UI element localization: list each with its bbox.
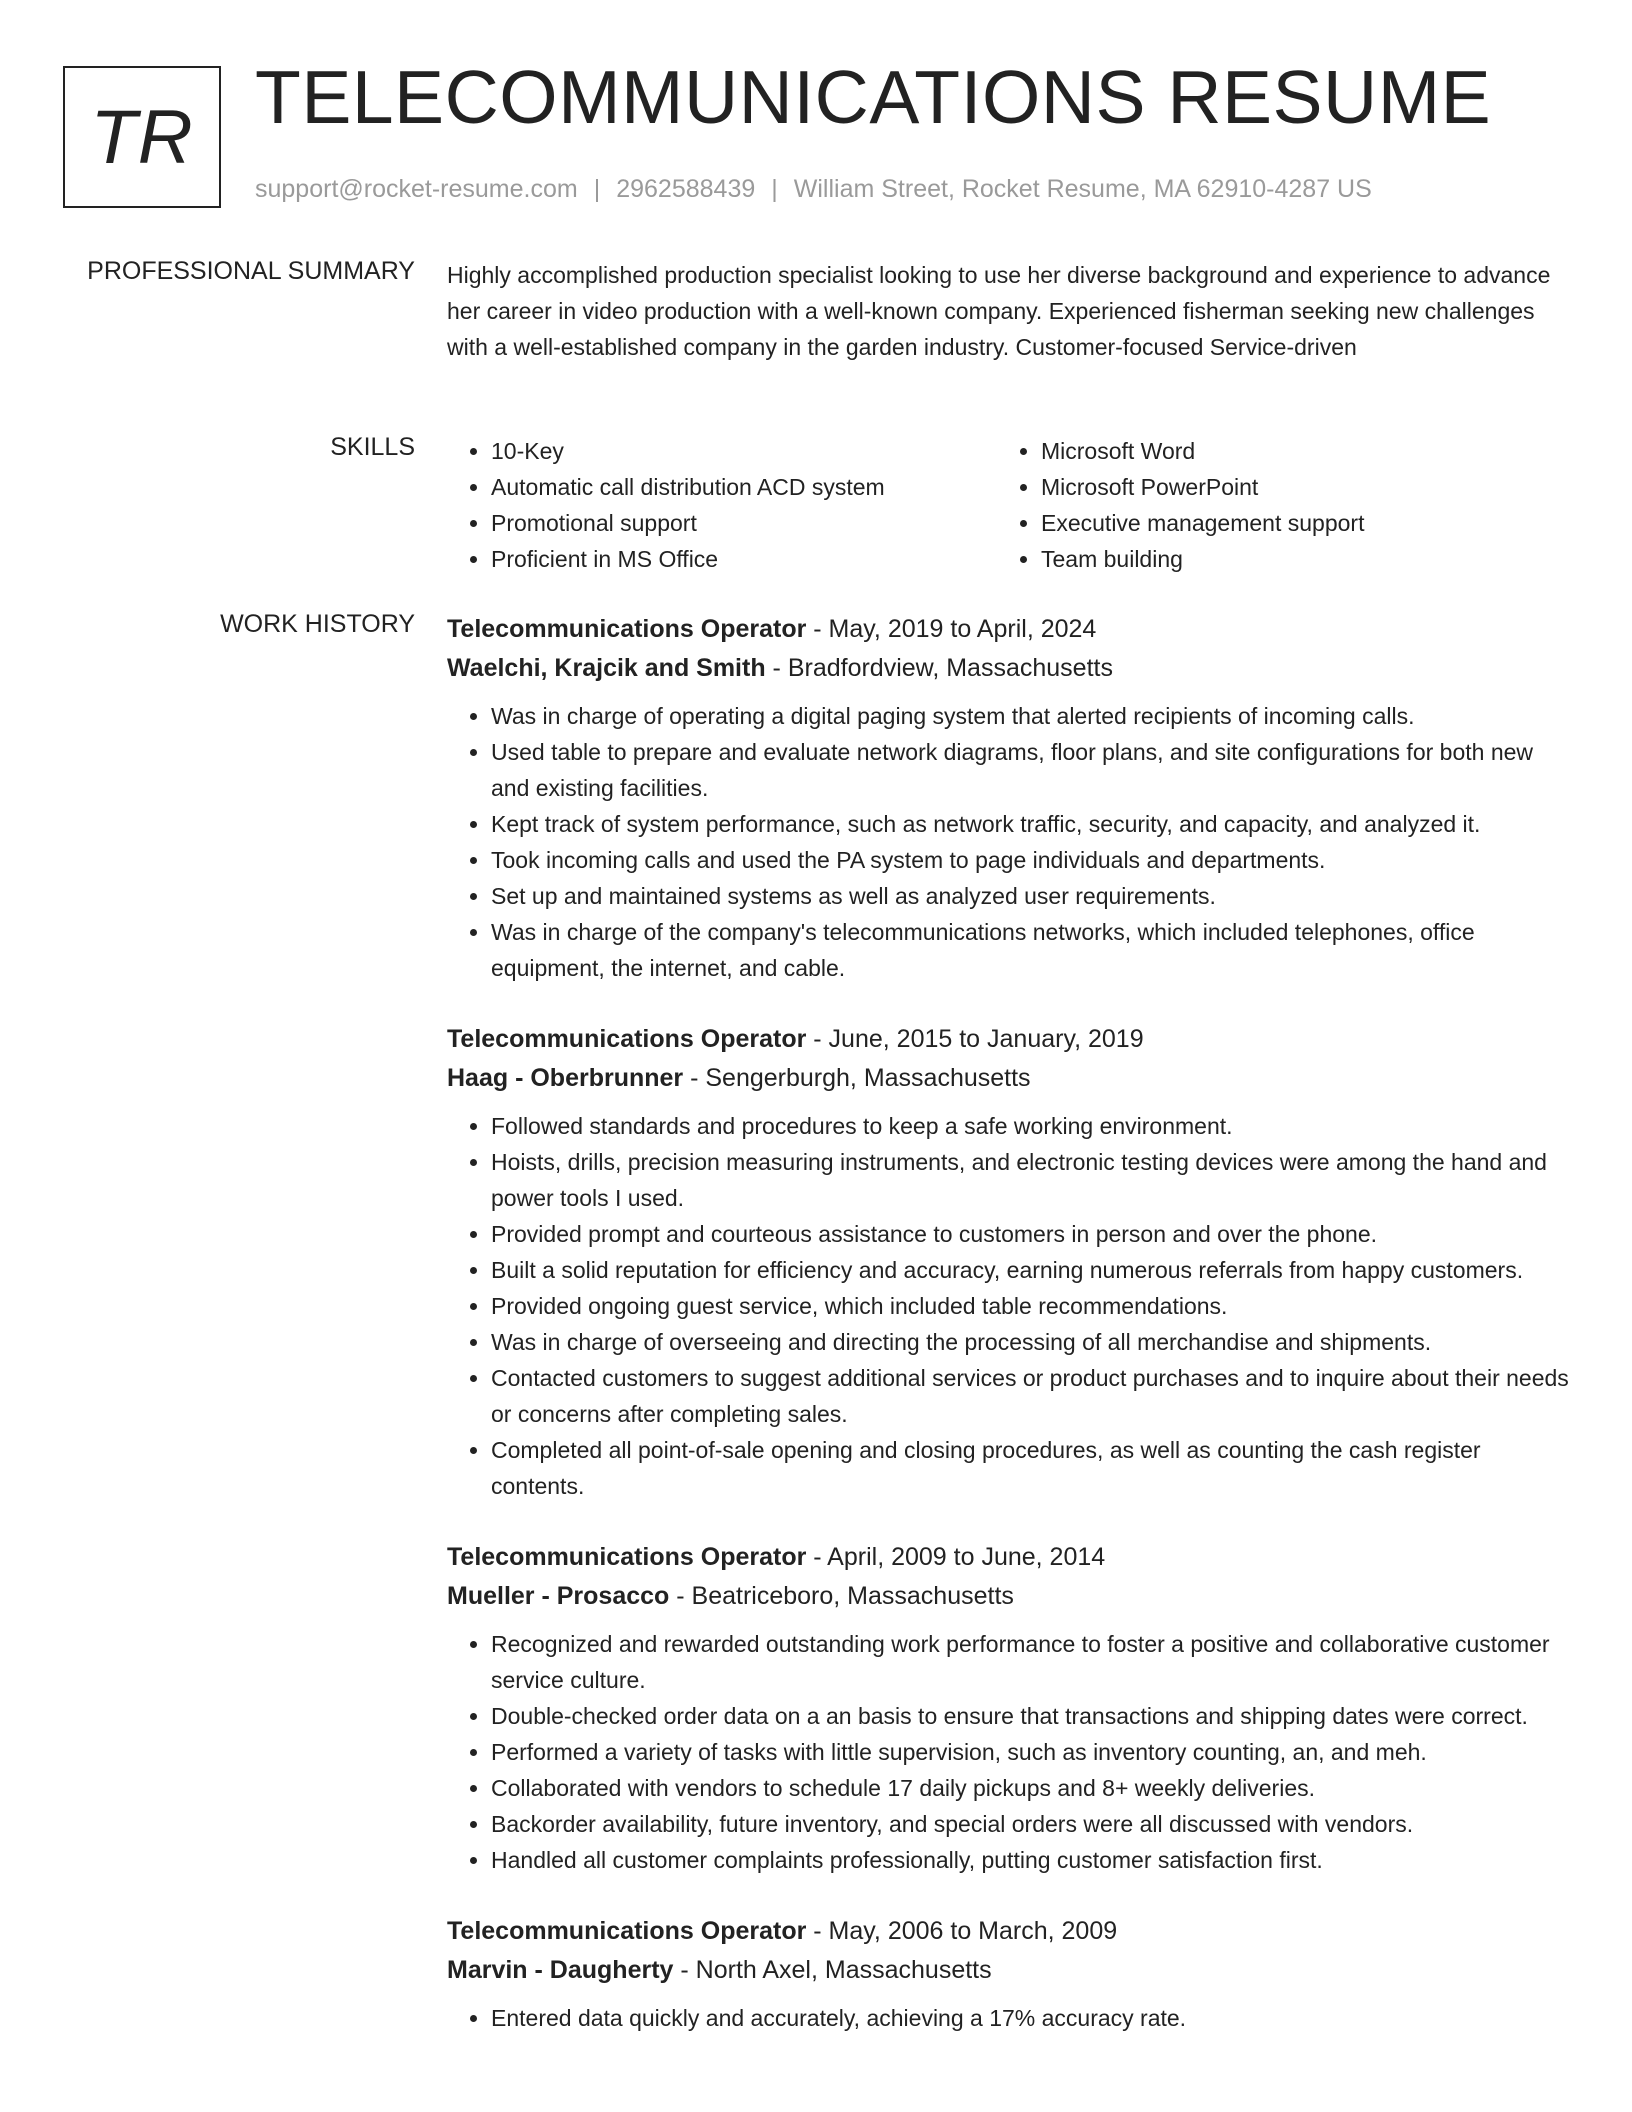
job-bullet: • Contacted customers to suggest additional services or product purchases and to inquire about their needs or concerns after completing sales. — [491, 1360, 1572, 1432]
work-history-body — [447, 610, 1572, 2070]
job-company: Waelchi, Krajcik and Smith — [447, 654, 766, 682]
job-bullet: • Was in charge of the company's telecommunications networks, which included telephones, office equipment, the internet, and cable. — [491, 914, 1572, 986]
job-bullet-list — [447, 1626, 1572, 1878]
contact-separator: | — [771, 175, 778, 203]
job-dates: - June, 2015 to January, 2019 — [806, 1025, 1144, 1053]
job-title: Telecommunications Operator — [447, 615, 807, 643]
summary-text: Highly accomplished production specialist looking to use her diverse background and experience to advance her career in video production with a well-known company. Experienced fisherman seeking new challenges with a well-established company in the garden industry. Customer-focused Service-driven — [447, 262, 1551, 360]
contact-phone[interactable]: 2962588439 — [616, 175, 756, 203]
job-bullet: • Handled all customer complaints professionally, putting customer satisfaction first. — [491, 1842, 1572, 1878]
job-company-line — [447, 1577, 1572, 1616]
skill-item: • Microsoft PowerPoint — [1041, 469, 1547, 505]
job-location: - North Axel, Massachusetts — [673, 1956, 992, 1984]
skills-right-column — [997, 433, 1547, 577]
contact-email[interactable]: support@rocket-resume.com — [255, 175, 578, 203]
job-bullet: • Recognized and rewarded outstanding work performance to foster a positive and collaborative customer service culture. — [491, 1626, 1572, 1698]
job-company: Mueller - Prosacco — [447, 1582, 670, 1610]
job-bullet: • Was in charge of operating a digital paging system that alerted recipients of incoming calls. — [491, 698, 1572, 734]
job-bullet: • Followed standards and procedures to keep a safe working environment. — [491, 1108, 1572, 1144]
job-bullet-list — [447, 698, 1572, 986]
skill-item: • 10-Key — [491, 433, 997, 469]
summary-heading: PROFESSIONAL SUMMARY — [87, 257, 415, 285]
job-title: Telecommunications Operator — [447, 1543, 807, 1571]
job-entry — [447, 1020, 1572, 1504]
job-bullet: • Took incoming calls and used the PA system to page individuals and departments. — [491, 842, 1572, 878]
job-bullet: • Performed a variety of tasks with little supervision, such as inventory counting, an, and meh. — [491, 1734, 1572, 1770]
contact-info — [255, 175, 1372, 204]
job-location: - Sengerburgh, Massachusetts — [683, 1064, 1031, 1092]
job-title-line — [447, 610, 1572, 649]
job-company: Marvin - Daugherty — [447, 1956, 674, 1984]
job-bullet-list — [447, 1108, 1572, 1504]
job-bullet-list — [447, 2000, 1572, 2036]
job-company-line — [447, 1059, 1572, 1098]
job-company-line — [447, 1951, 1572, 1990]
skill-item: • Promotional support — [491, 505, 997, 541]
job-bullet: • Kept track of system performance, such as network traffic, security, and capacity, and analyzed it. — [491, 806, 1572, 842]
contact-separator: | — [593, 175, 601, 203]
skills-left-column — [447, 433, 997, 577]
job-location: - Bradfordview, Massachusetts — [765, 654, 1113, 682]
job-entry — [447, 610, 1572, 986]
job-bullet: • Collaborated with vendors to schedule 17 daily pickups and 8+ weekly deliveries. — [491, 1770, 1572, 1806]
job-dates: - April, 2009 to June, 2014 — [806, 1543, 1106, 1571]
job-bullet: • Built a solid reputation for efficiency and accuracy, earning numerous referrals from happy customers. — [491, 1252, 1572, 1288]
job-title-line — [447, 1538, 1572, 1577]
skill-item: • Proficient in MS Office — [491, 541, 997, 577]
job-bullet: • Entered data quickly and accurately, achieving a 17% accuracy rate. — [491, 2000, 1572, 2036]
skills-body — [447, 433, 1572, 577]
job-bullet: • Hoists, drills, precision measuring instruments, and electronic testing devices were among the hand and power tools I used. — [491, 1144, 1572, 1216]
monogram-logo: TR — [63, 66, 221, 208]
skill-item: • Team building — [1041, 541, 1547, 577]
job-company-line — [447, 649, 1572, 688]
job-dates: - May, 2006 to March, 2009 — [806, 1917, 1118, 1945]
job-bullet: • Completed all point-of-sale opening and closing procedures, as well as counting the cash register contents. — [491, 1432, 1572, 1504]
contact-address: William Street, Rocket Resume, MA 62910-4287 US — [793, 175, 1372, 203]
job-title: Telecommunications Operator — [447, 1025, 807, 1053]
skill-item: • Microsoft Word — [1041, 433, 1547, 469]
job-bullet: • Provided ongoing guest service, which included table recommendations. — [491, 1288, 1572, 1324]
summary-body — [447, 257, 1572, 365]
job-dates: - May, 2019 to April, 2024 — [806, 615, 1097, 643]
job-bullet: • Double-checked order data on a an basis to ensure that transactions and shipping dates were correct. — [491, 1698, 1572, 1734]
job-entry — [447, 1912, 1572, 2036]
job-location: - Beatriceboro, Massachusetts — [669, 1582, 1014, 1610]
job-bullet: • Provided prompt and courteous assistance to customers in person and over the phone. — [491, 1216, 1572, 1252]
job-entry — [447, 1538, 1572, 1878]
job-company: Haag - Oberbrunner — [447, 1064, 684, 1092]
job-bullet: • Set up and maintained systems as well as analyzed user requirements. — [491, 878, 1572, 914]
job-bullet: • Used table to prepare and evaluate network diagrams, floor plans, and site configurations for both new and existing facilities. — [491, 734, 1572, 806]
job-title-line — [447, 1020, 1572, 1059]
skills-grid — [447, 433, 1572, 577]
job-bullet: • Was in charge of overseeing and directing the processing of all merchandise and shipments. — [491, 1324, 1572, 1360]
skill-item: • Executive management support — [1041, 505, 1547, 541]
skills-heading: SKILLS — [330, 433, 415, 461]
skill-item: • Automatic call distribution ACD system — [491, 469, 997, 505]
work-history-heading: WORK HISTORY — [220, 610, 415, 638]
job-bullet: • Backorder availability, future inventory, and special orders were all discussed with vendors. — [491, 1806, 1572, 1842]
resume-title: TELECOMMUNICATIONS RESUME — [255, 55, 1492, 139]
job-title-line — [447, 1912, 1572, 1951]
job-title: Telecommunications Operator — [447, 1917, 807, 1945]
